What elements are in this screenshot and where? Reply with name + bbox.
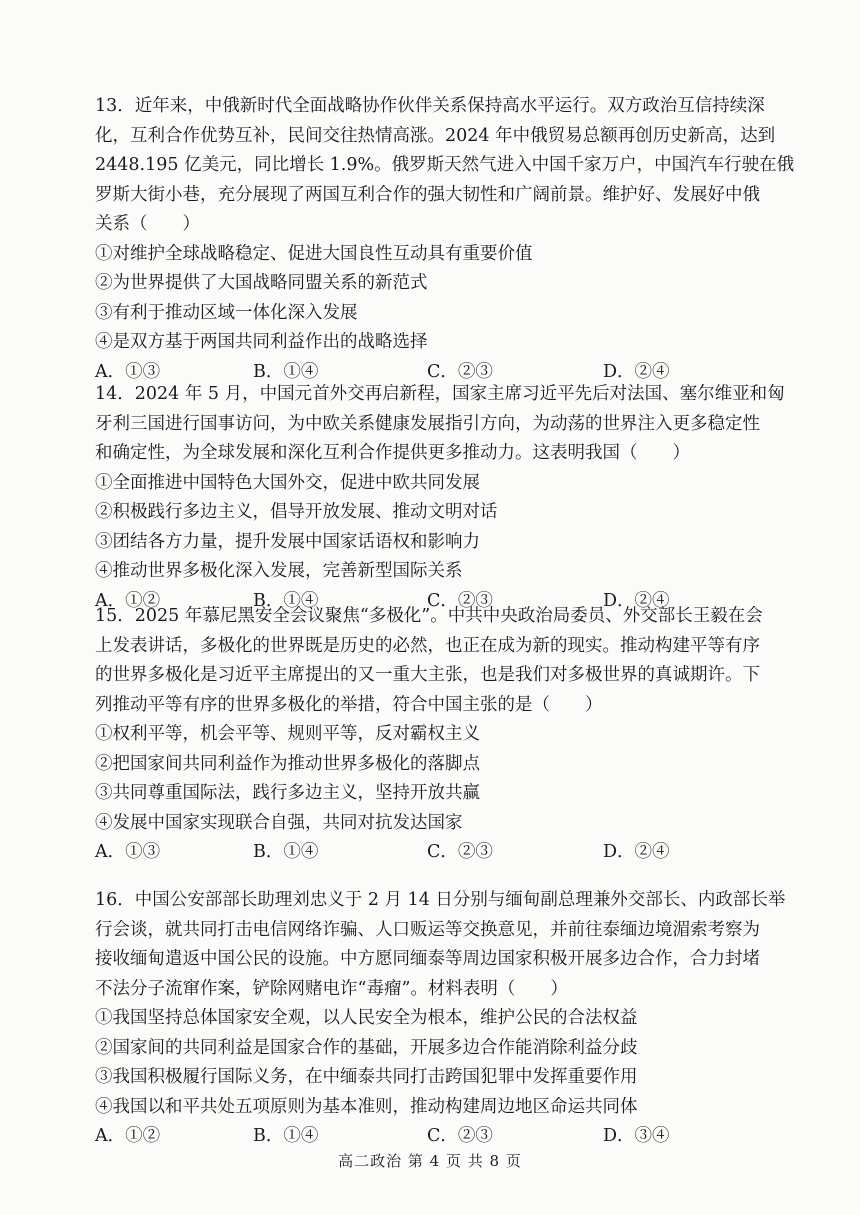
question-13 bbox=[95, 92, 795, 387]
option-c: C．②③ bbox=[427, 590, 493, 611]
option-a: A．①② bbox=[95, 1126, 161, 1146]
question-16 bbox=[95, 886, 786, 1152]
option-c: C．②③ bbox=[427, 1126, 493, 1146]
option-d: D．②④ bbox=[603, 842, 670, 862]
statement-1: ①对维护全球战略稳定、促进大国良性互动具有重要价值 bbox=[95, 243, 533, 264]
option-d: D．②④ bbox=[603, 590, 670, 611]
question-stem-line: 2448.195 亿美元，同比增长 1.9%。俄罗斯天然气进入中国千家万户，中国汽车行驶在俄 bbox=[95, 155, 795, 175]
question-stem-line: 15．2025 年慕尼黑安全会议聚焦“多极化”。中共中央政治局委员、外交部长王毅在会 bbox=[95, 606, 763, 626]
option-d: D．③④ bbox=[603, 1126, 670, 1146]
question-stem-line: 14．2024 年 5 月，中国元首外交再启新程，国家主席习近平先后对法国、塞尔维亚和匈 bbox=[95, 384, 785, 404]
option-a: A．①② bbox=[95, 590, 161, 611]
statement-4: ④发展中国家实现联合自强，共同对抗发达国家 bbox=[95, 812, 463, 833]
question-stem-line: 罗斯大街小巷，充分展现了两国互利合作的强大韧性和广阔前景。维护好、发展好中俄 bbox=[95, 184, 760, 205]
statement-1: ①我国坚持总体国家安全观，以人民安全为根本，维护公民的合法权益 bbox=[95, 1008, 638, 1028]
statement-4: ④推动世界多极化深入发展，完善新型国际关系 bbox=[95, 561, 463, 581]
option-a: A．①③ bbox=[95, 842, 161, 862]
question-stem-line: 13．近年来，中俄新时代全面战略协作伙伴关系保持高水平运行。双方政治互信持续深 bbox=[95, 96, 765, 116]
question-stem-line: 16．中国公安部部长助理刘忠义于 2 月 14 日分别与缅甸副总理兼外交部长、内政部长举 bbox=[95, 890, 786, 910]
statement-2: ②为世界提供了大国战略同盟关系的新范式 bbox=[95, 273, 428, 293]
option-d: D．②④ bbox=[603, 361, 670, 382]
question-stem-line: 列推动平等有序的世界多极化的举措，符合中国主张的是（ ） bbox=[95, 694, 603, 715]
statement-4: ④我国以和平共处五项原则为基本准则，推动构建周边地区命运共同体 bbox=[95, 1096, 638, 1117]
question-stem-line: 和确定性，为全球发展和深化互利合作提供更多推动力。这表明我国（ ） bbox=[95, 443, 690, 463]
question-stem-line: 关系（ ） bbox=[95, 214, 200, 234]
answer-options bbox=[95, 838, 775, 868]
statement-2: ②把国家间共同利益作为推动世界多极化的落脚点 bbox=[95, 753, 480, 774]
option-b: B．①④ bbox=[253, 590, 319, 611]
question-stem-line: 接收缅甸遣返中国公民的设施。中方愿同缅泰等周边国家积极开展多边合作，合力封堵 bbox=[95, 949, 760, 969]
question-15 bbox=[95, 602, 775, 868]
question-14 bbox=[95, 380, 785, 616]
statement-1: ①全面推进中国特色大国外交，促进中欧共同发展 bbox=[95, 472, 480, 493]
statement-3: ③共同尊重国际法，践行多边主义，坚持开放共赢 bbox=[95, 783, 480, 803]
option-c: C．②③ bbox=[427, 842, 493, 862]
question-stem-line: 上发表讲话，多极化的世界既是历史的必然，也正在成为新的现实。推动构建平等有序 bbox=[95, 635, 760, 656]
option-a: A．①③ bbox=[95, 361, 161, 382]
statement-4: ④是双方基于两国共同利益作出的战略选择 bbox=[95, 332, 428, 352]
statement-3: ③我国积极履行国际义务，在中缅泰共同打击跨国犯罪中发挥重要作用 bbox=[95, 1067, 638, 1087]
page-footer: 高二政治 第 4 页 共 8 页 bbox=[338, 1152, 522, 1170]
statement-3: ③团结各方力量，提升发展中国家话语权和影响力 bbox=[95, 531, 480, 552]
question-stem-line: 行会谈，就共同打击电信网络诈骗、人口贩运等交换意见，并前往泰缅边境湄索考察为 bbox=[95, 919, 760, 940]
statement-2: ②积极践行多边主义，倡导开放发展、推动文明对话 bbox=[95, 502, 498, 522]
statement-2: ②国家间的共同利益是国家合作的基础，开展多边合作能消除利益分歧 bbox=[95, 1037, 638, 1058]
option-c: C．②③ bbox=[427, 361, 493, 382]
option-b: B．①④ bbox=[253, 1126, 319, 1146]
option-b: B．①④ bbox=[253, 842, 319, 862]
answer-options bbox=[95, 1122, 775, 1152]
question-stem-line: 的世界多极化是习近平主席提出的又一重大主张，也是我们对多极世界的真诚期许。下 bbox=[95, 665, 760, 685]
question-stem-line: 不法分子流窜作案，铲除网赌电诈“毒瘤”。材料表明（ ） bbox=[95, 978, 568, 999]
question-stem-line: 牙利三国进行国事访问，为中欧关系健康发展指引方向，为动荡的世界注入更多稳定性 bbox=[95, 413, 760, 434]
statement-3: ③有利于推动区域一体化深入发展 bbox=[95, 302, 358, 323]
statement-1: ①权利平等，机会平等、规则平等，反对霸权主义 bbox=[95, 724, 480, 744]
option-b: B．①④ bbox=[253, 361, 319, 382]
question-stem-line: 化，互利合作优势互补，民间交往热情高涨。2024 年中俄贸易总额再创历史新高，达到 bbox=[95, 125, 776, 146]
